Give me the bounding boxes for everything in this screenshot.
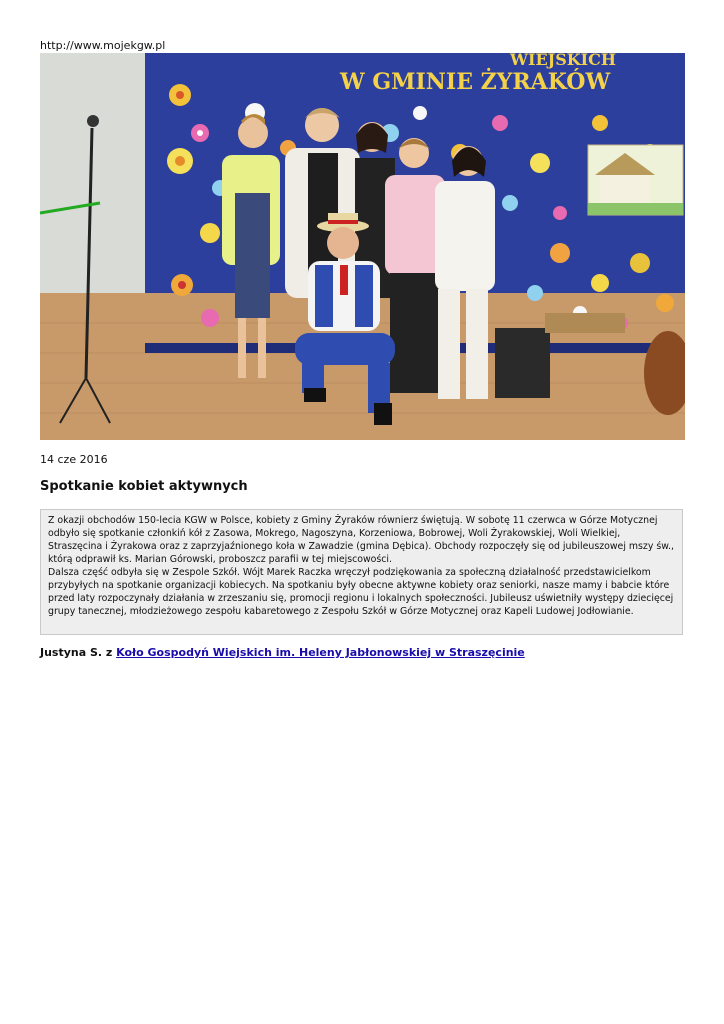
banner-text: W GMINIE ŻYRAKÓW — [340, 69, 611, 95]
amplifier — [495, 328, 550, 398]
banner-top-text: WIEJSKICH — [510, 53, 617, 69]
article-body — [40, 509, 683, 635]
article-paragraph: Dalsza część odbyła się w Zespole Szkół. Wójt Marek Raczka wręczył podziękowania za społeczną działalność przedstawicielkom przybyłych na spotkanie organizacji kobiecych. Na spotkaniu były obecne aktywne kobiety oraz seniorki, nasze mamy i babcie które przed laty rozpoczynały działania w zrzeszaniu się, promocji regionu i lokalnych społeczności. Jubileusz uświetniły występy dziecięcej grupy tanecznej, młodzieżowego zespołu kabaretowego z Zespołu Szkół w Górze Motycznej oraz Kapeli Ludowej Jodłowianie. — [48, 567, 674, 617]
article-photo — [40, 53, 685, 440]
cottage-painting — [588, 145, 683, 215]
bench — [545, 313, 625, 333]
article-paragraph: Z okazji obchodów 150-lecia KGW w Polsce, kobiety z Gminy Żyraków równierz świętują. W sobotę 11 czerwca w Górze Motycznej odbyło się spotkanie członkiń kół z Zasowa, Mokrego, Nagoszyna, Korzeniowa, Bobrowej, Woli Żyrakowskiej, Woli Wielkiej, Straszęcina i Żyrakowa oraz z zaprzyjaźnionego koła w Zawadzie (gmina Dębica). Obchody rozpoczęły się od jubileuszowej mszy św., którą odprawił ks. Marian Górowski, proboszcz parafii w tej miejscowości. — [48, 515, 675, 565]
organization-link[interactable]: Koło Gospodyń Wiejskich im. Heleny Jabłonowskiej w Straszęcinie — [116, 646, 525, 659]
article-date: 14 cze 2016 — [40, 453, 108, 466]
source-url: http://www.mojekgw.pl — [40, 39, 166, 52]
author-name: Justyna S. z — [40, 646, 113, 659]
article-title: Spotkanie kobiet aktywnych — [40, 479, 248, 494]
author-line — [40, 646, 525, 659]
